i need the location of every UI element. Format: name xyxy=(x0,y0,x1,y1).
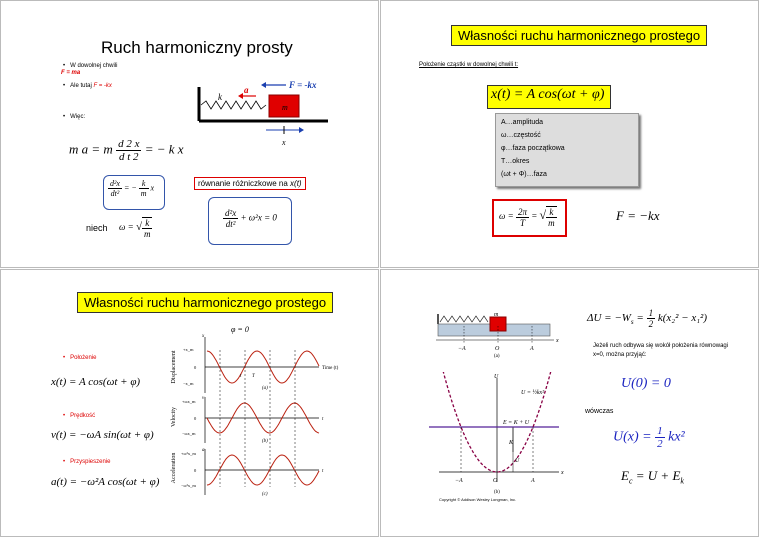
legend-phase: φ…faza początkowa xyxy=(501,145,565,152)
phi-label: φ = 0 xyxy=(231,325,249,334)
slide-title: Własności ruchu harmonicznego prostego xyxy=(451,25,707,46)
ylabel-displacement: Displacement xyxy=(171,350,177,384)
shm-graphs xyxy=(169,325,354,500)
equation-acceleration: a(t) = −ω²A cos(ωt + φ) xyxy=(51,476,160,488)
formula-fma: F = ma xyxy=(61,70,81,76)
ylabel-acceleration: Acceleration xyxy=(171,452,177,484)
slide-4 xyxy=(380,269,759,537)
spring-label: k xyxy=(218,92,222,102)
svg-text:−A: −A xyxy=(455,478,463,484)
svg-text:+x_m: +x_m xyxy=(183,347,194,352)
svg-text:m: m xyxy=(494,312,499,318)
slide-title: Własności ruchu harmonicznego prostego xyxy=(77,292,333,313)
copyright: Copyright © Addison Wesley Longman, Inc. xyxy=(439,497,517,502)
legend-period: T…okres xyxy=(501,158,530,165)
svg-text:O: O xyxy=(495,346,500,352)
legend-total-phase: (ωt + Φ)…faza xyxy=(501,171,547,178)
svg-text:−A: −A xyxy=(458,346,466,352)
svg-text:−ω²x_m: −ω²x_m xyxy=(181,483,196,488)
label-position: • Położenie xyxy=(63,355,96,361)
label-acceleration: • Przyspieszenie xyxy=(63,459,110,465)
time-axis-label: Time (t) xyxy=(322,366,339,371)
bullet-3: • Więc: xyxy=(63,114,85,120)
x-axis-label: x xyxy=(282,138,286,147)
slide-title: Ruch harmoniczny prosty xyxy=(101,38,293,57)
svg-text:t: t xyxy=(240,374,242,379)
svg-text:U: U xyxy=(494,374,499,380)
ylabel-velocity: Velocity xyxy=(171,407,177,427)
a-axis: a xyxy=(202,448,205,453)
main-equation: x(t) = A cos(ωt + φ) xyxy=(491,87,605,102)
spring xyxy=(440,316,488,322)
slide-3 xyxy=(0,269,379,537)
ux-equation: U(x) = $\frac{1}{2}$ kx² xyxy=(613,425,685,450)
v-axis: v xyxy=(202,396,205,401)
legend-list xyxy=(501,116,565,181)
equilibrium-note: Jeżeli ruch odbywa się wokół położenia równowagi x=0, można przyjąć: xyxy=(593,343,729,358)
svg-text:0: 0 xyxy=(194,365,197,370)
svg-text:A: A xyxy=(531,478,535,484)
svg-text:0: 0 xyxy=(194,468,197,473)
svg-text:x: x xyxy=(556,338,559,344)
x-axis: x xyxy=(202,334,205,339)
force-label: F = -kx xyxy=(289,80,317,90)
niech-label: niech xyxy=(86,223,108,233)
legend-amplitude: A…amplituda xyxy=(501,119,544,126)
wowczas-label: wówczas xyxy=(585,408,614,415)
svg-text:K: K xyxy=(509,440,514,446)
slide-subtitle: Położenie cząstki w dowolnej chwili t: xyxy=(419,62,519,68)
u0-equation: U(0) = 0 xyxy=(621,376,671,391)
equation-3: $\frac{\text{d²x}}{\text{dt²}}$ + ω²x = 0 xyxy=(225,208,277,229)
svg-text:+ω²x_m: +ω²x_m xyxy=(181,451,196,456)
svg-text:(a): (a) xyxy=(262,386,268,391)
slide-1 xyxy=(0,0,379,268)
omega-equation: ω = $\frac{2\pi}{T}$ = √ $\frac{k}{m}$ xyxy=(499,206,555,228)
spring-mass-figure xyxy=(196,77,336,149)
equation-2: $\frac{\text{d²x}}{\text{dt²}}$ = − $\frac{k}{m}$ x xyxy=(110,179,155,198)
svg-text:(c): (c) xyxy=(262,492,268,497)
mass-label: m xyxy=(282,103,288,112)
svg-text:T: T xyxy=(252,374,255,379)
svg-text:E = K + U: E = K + U xyxy=(503,420,530,426)
label-velocity: • Prędkość xyxy=(63,413,95,419)
track-figure xyxy=(436,310,566,358)
equation-position: x(t) = A cos(ωt + φ) xyxy=(51,376,141,388)
svg-text:t: t xyxy=(322,469,324,474)
svg-text:0: 0 xyxy=(194,416,197,421)
svg-text:t: t xyxy=(322,417,324,422)
bullet-2: • Ale tutaj F = -kx xyxy=(63,83,112,89)
svg-text:A: A xyxy=(530,346,534,352)
bullet-1: • W dowolnej chwili xyxy=(63,63,117,69)
omega-definition: ω = √ $\frac{k}{m}$ xyxy=(119,218,151,239)
differential-equation-label: równanie różniczkowe na x(t) xyxy=(194,177,306,190)
svg-text:x: x xyxy=(561,470,564,476)
equation-velocity: v(t) = −ωA sin(ωt + φ) xyxy=(51,429,154,441)
svg-text:(b): (b) xyxy=(494,490,500,495)
svg-text:+ωx_m: +ωx_m xyxy=(182,399,196,404)
accel-label: a xyxy=(244,85,249,95)
delta-u-equation: $\Delta U = -W_s$ = $\frac{1}{2}$ k(x₂² − x₁²) xyxy=(587,308,707,329)
svg-text:U: U xyxy=(515,458,520,464)
energy-diagram xyxy=(429,372,569,502)
svg-text:(a): (a) xyxy=(494,354,500,358)
legend-frequency: ω…częstość xyxy=(501,132,541,139)
mass-block xyxy=(490,317,506,331)
ec-equation: $E_c = U + E_k$ xyxy=(621,468,684,486)
svg-text:O: O xyxy=(493,478,498,484)
force-equation: F = −kx xyxy=(616,208,660,223)
equation-newton: m a = m $\frac{d 2 x}{\text{d t 2}}$ = − k x xyxy=(69,138,184,163)
svg-text:−ωx_m: −ωx_m xyxy=(182,431,196,436)
slide-2 xyxy=(380,0,759,268)
svg-text:−x_m: −x_m xyxy=(183,381,194,386)
svg-text:(b): (b) xyxy=(262,439,268,444)
svg-text:U = ½kx²: U = ½kx² xyxy=(521,390,545,396)
spring xyxy=(201,101,266,109)
